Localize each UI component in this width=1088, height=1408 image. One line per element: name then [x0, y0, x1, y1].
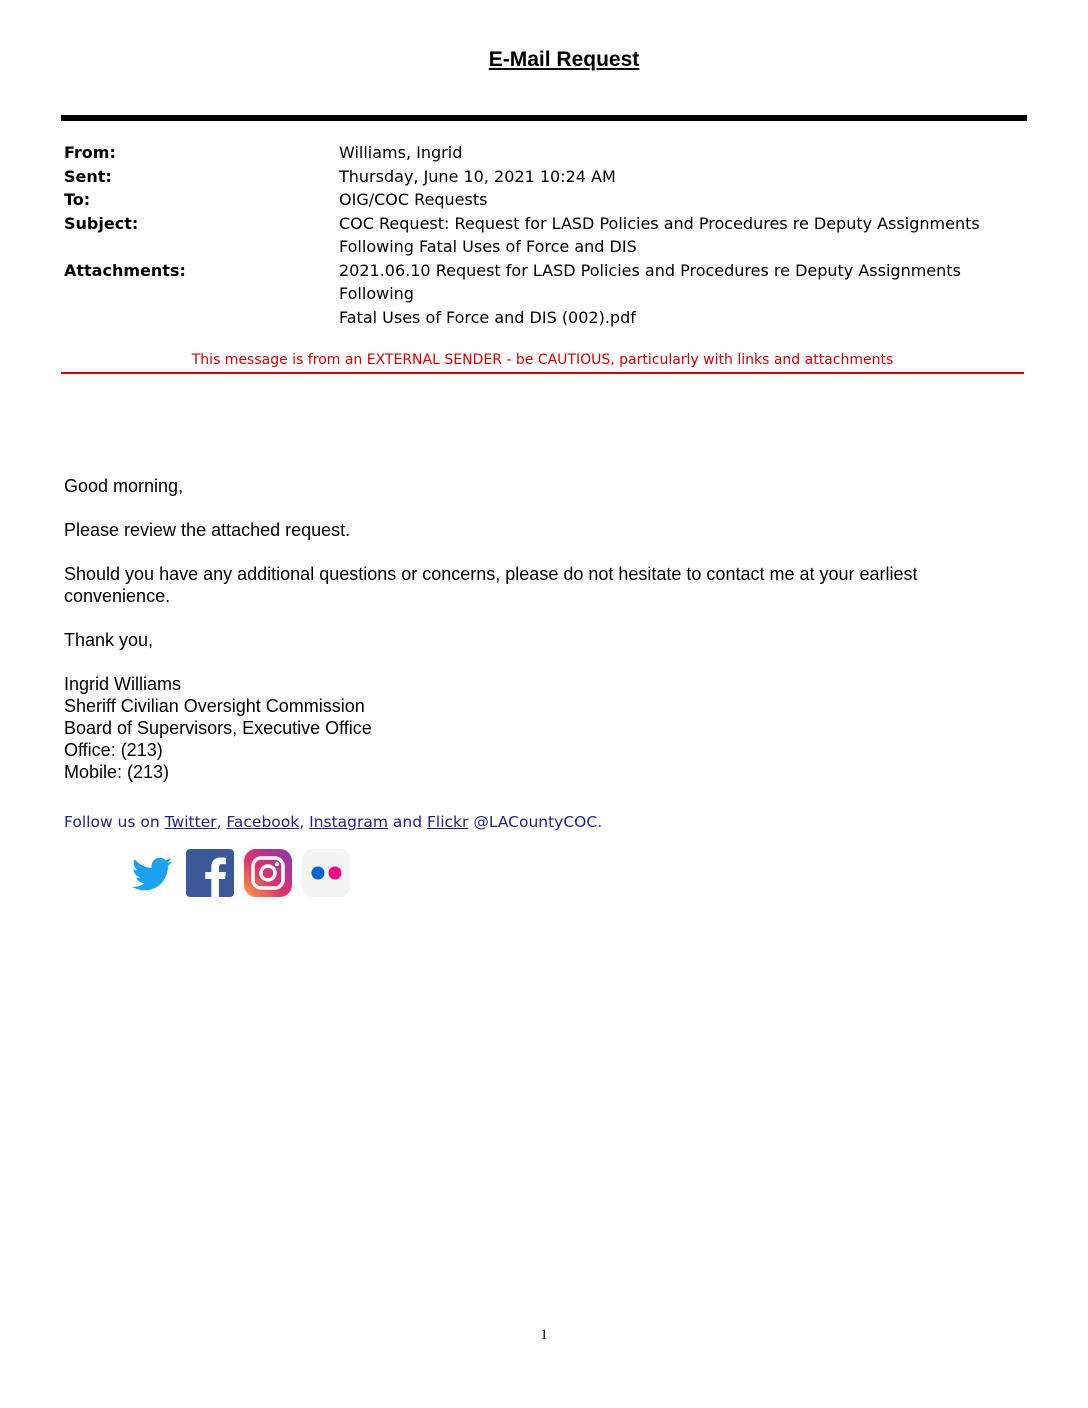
- to-value: OIG/COC Requests: [339, 190, 488, 209]
- social-icons: [128, 849, 350, 897]
- facebook-icon[interactable]: [186, 849, 234, 897]
- signature-name: Ingrid Williams: [64, 674, 182, 694]
- email-header: [64, 141, 1029, 329]
- facebook-link[interactable]: Facebook: [226, 813, 300, 831]
- body-paragraph-2: Should you have any additional questions or concerns, please do not hesitate to contact me at your earliest convenience.: [64, 564, 918, 606]
- attachments-label: Attachments:: [64, 260, 186, 280]
- subject-line-2: Following Fatal Uses of Force and DIS: [339, 237, 637, 256]
- to-row: [64, 188, 1029, 212]
- attachment-file[interactable]: [339, 259, 1029, 330]
- subject-row: [64, 212, 1029, 259]
- attachment-line-1: 2021.06.10 Request for LASD Policies and Procedures re Deputy Assignments Following: [339, 260, 961, 303]
- twitter-link[interactable]: Twitter: [164, 813, 217, 831]
- follow-sep-1: ,: [216, 813, 227, 831]
- sent-row: [64, 165, 1029, 189]
- page-title: E-Mail Request: [488, 48, 640, 71]
- attachment-line-2: Fatal Uses of Force and DIS (002).pdf: [339, 307, 636, 327]
- signature-dept: Board of Supervisors, Executive Office: [64, 718, 372, 738]
- flickr-icon[interactable]: [302, 849, 350, 897]
- from-value: Williams, Ingrid: [339, 143, 463, 162]
- subject-label: Subject:: [64, 213, 139, 233]
- signature-mobile: Mobile: (213): [64, 762, 170, 782]
- attachments-row: [64, 259, 1029, 330]
- follow-sep-2: ,: [299, 813, 310, 831]
- instagram-icon[interactable]: [244, 849, 292, 897]
- closing: Thank you,: [64, 630, 154, 650]
- subject-value: [339, 212, 1029, 259]
- page-number: 1: [540, 1327, 548, 1343]
- sent-label: Sent:: [64, 166, 112, 186]
- to-label: To:: [64, 190, 91, 209]
- follow-and: and: [387, 813, 427, 831]
- from-row: [64, 141, 1029, 165]
- follow-handle: @LACountyCOC.: [468, 813, 603, 831]
- instagram-link[interactable]: Instagram: [309, 813, 388, 831]
- email-body: [64, 475, 1024, 783]
- header-divider: [61, 115, 1027, 121]
- greeting: Good morning,: [64, 476, 184, 496]
- body-paragraph-1: Please review the attached request.: [64, 520, 351, 540]
- follow-prefix: Follow us on: [64, 813, 165, 831]
- follow-us-line: [64, 813, 602, 831]
- signature-office: Office: (213): [64, 740, 163, 760]
- sent-value: Thursday, June 10, 2021 10:24 AM: [339, 166, 616, 186]
- signature-org: Sheriff Civilian Oversight Commission: [64, 696, 365, 716]
- flickr-link[interactable]: Flickr: [427, 813, 469, 831]
- warning-divider: [61, 372, 1024, 374]
- from-label: From:: [64, 143, 116, 162]
- subject-line-1: COC Request: Request for LASD Policies and Procedures re Deputy Assignments: [339, 213, 980, 233]
- external-sender-warning: This message is from an EXTERNAL SENDER - be CAUTIOUS, particularly with links and attachments: [191, 352, 894, 368]
- twitter-icon[interactable]: [128, 849, 176, 897]
